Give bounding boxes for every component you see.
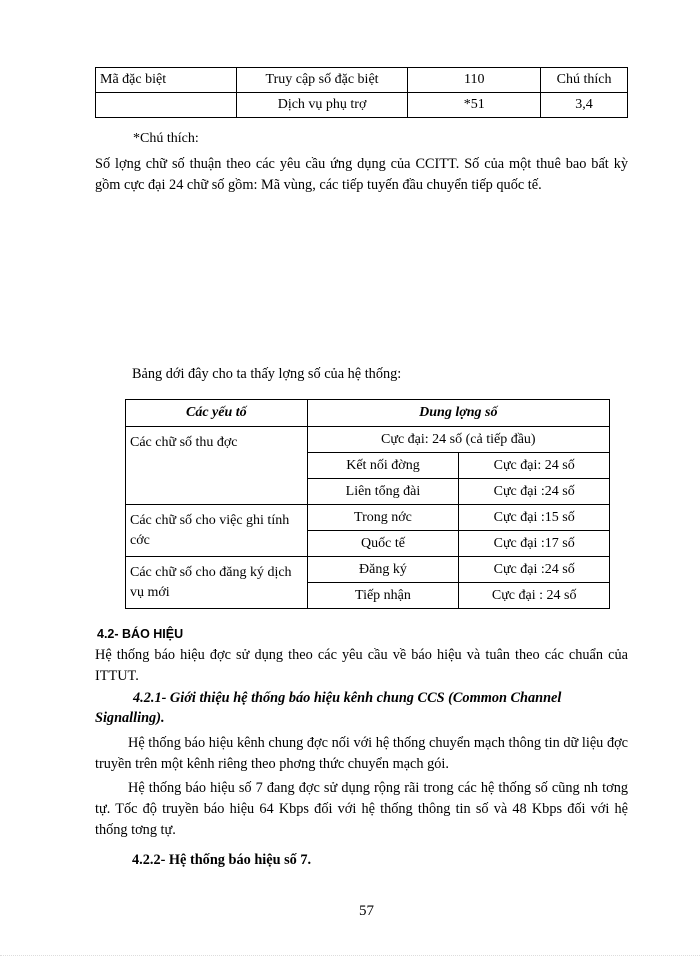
table-cell: Mã đặc biệt [96,68,237,93]
special-codes-table [95,67,628,118]
paragraph-ccs: Hệ thống báo hiệu kênh chung đợc nối với hệ thống chuyển mạch thông tin dữ liệu đợc truyền trên một kênh riêng theo phơng thức chuyển mạch gói. [95,735,628,772]
capacity-table [125,399,610,609]
group-total: Cực đại: 24 số (cả tiếp đầu) [307,427,609,453]
value-cell: Cực đại :24 số [459,557,610,583]
paragraph-ss7: Hệ thống báo hiệu số 7 đang đợc sử dụng rộng rãi trong các hệ thống số cũng nh tơng tự. Tốc độ truyền báo hiệu 64 Kbps đối với hệ thống thông tin số và 48 Kbps đối với hệ thống tơng tự. [95,780,628,838]
item-cell: Liên tổng đài [307,479,459,505]
item-cell: Kết nối đờng [307,453,459,479]
subsection-heading-ccs: 4.2.1- Giới thiệu hệ thống báo hiệu kênh chung CCS (Common Channel Signalling). [95,690,562,726]
table-row [126,505,610,531]
table-cell: Chú thích [541,68,628,93]
value-cell: Cực đại :24 số [459,479,610,505]
subsection-heading-ss7: 4.2.2- Hệ thống báo hiệu số 7. [132,852,312,868]
item-cell: Trong nớc [307,505,459,531]
header-factor: Các yếu tố [126,400,308,427]
table-row [96,68,628,93]
table-cell: Truy cập số đặc biệt [236,68,408,93]
section-heading: 4.2- BÁO HIỆU [97,627,184,641]
table-cell: *51 [408,93,541,118]
header-capacity: Dung lợng số [307,400,609,427]
value-cell: Cực đại : 24 số [459,583,610,609]
group-label: Các chữ số thu đợc [126,427,308,505]
table-row [126,427,610,453]
table-cell: 110 [408,68,541,93]
group-label: Các chữ số cho việc ghi tính cớc [126,505,308,557]
value-cell: Cực đại :17 số [459,531,610,557]
group-label: Các chữ số cho đăng ký dịch vụ mới [126,557,308,609]
item-cell: Đăng ký [307,557,459,583]
item-cell: Tiếp nhận [307,583,459,609]
page-bottom-divider [0,955,700,956]
table-cell: 3,4 [541,93,628,118]
item-cell: Quốc tế [307,531,459,557]
paragraph-digits: Số lợng chữ số thuận theo các yêu cầu ứng dụng của CCITT. Số của một thuê bao bất kỳ gồm cực đại 24 chữ số gồm: Mã vùng, các tiếp tuyến đầu chuyển tiếp quốc tế. [95,156,628,193]
table-row [126,557,610,583]
table-header-row [126,400,610,427]
value-cell: Cực đại :15 số [459,505,610,531]
table-cell: Dịch vụ phụ trợ [236,93,408,118]
note-title: *Chú thích: [133,131,199,146]
page-number: 57 [359,903,374,919]
value-cell: Cực đại: 24 số [459,453,610,479]
paragraph-signalling: Hệ thống báo hiệu đợc sử dụng theo các yêu cầu về báo hiệu và tuân theo các chuẩn của ITTUT. [95,647,628,684]
table-intro: Bảng dới đây cho ta thấy lợng số của hệ thống: [132,366,402,382]
table-row [96,93,628,118]
table-cell [96,93,237,118]
